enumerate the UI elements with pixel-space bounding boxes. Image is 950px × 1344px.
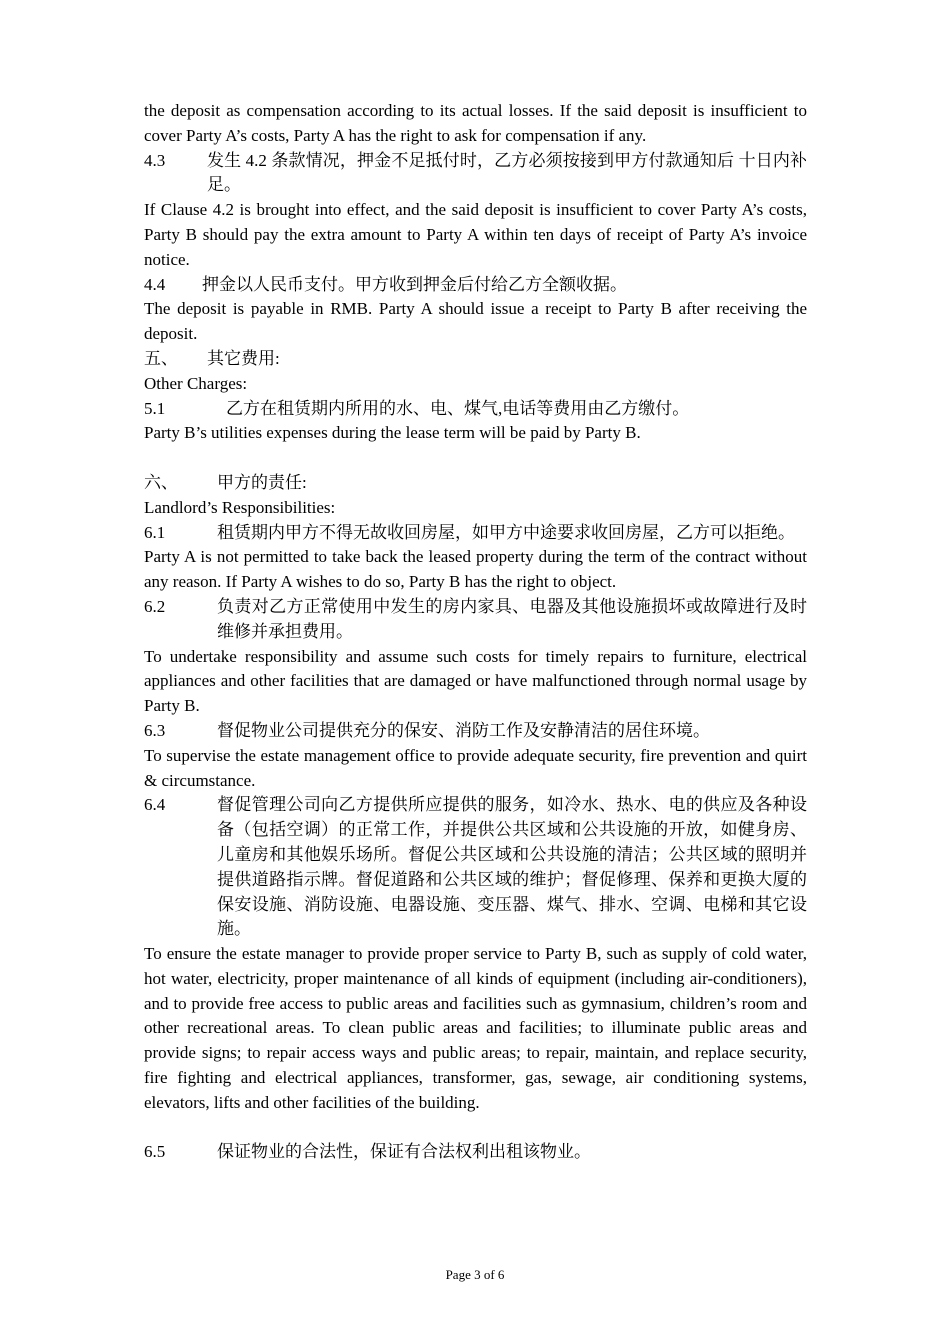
clause-text: 发生 4.2 条款情况，押金不足抵付时，乙方必须按接到甲方付款通知后 十日内补足。 xyxy=(207,150,807,195)
clause-number: 五、 xyxy=(144,348,178,368)
clause-item xyxy=(144,273,807,298)
clause-number: 6.2 xyxy=(144,596,166,616)
clause-number: 6.4 xyxy=(144,795,166,815)
clause-item xyxy=(144,521,807,546)
document-body xyxy=(144,99,807,1165)
clause-number: 6.1 xyxy=(144,522,166,542)
paragraph: Party B’s utilities expenses during the lease term will be paid by Party B. xyxy=(144,423,641,443)
clause-number: 4.4 xyxy=(144,274,166,294)
paragraph: To undertake responsibility and assume such costs for timely repairs to furniture, electrical appliances and other facilities that are damaged or have malfunctioned through normal usage by Party B. xyxy=(144,646,807,716)
clause-number: 六、 xyxy=(144,472,178,492)
blank-line xyxy=(144,446,807,471)
clause-text: 租赁期内甲方不得无故收回房屋，如甲方中途要求收回房屋，乙方可以拒绝。 xyxy=(217,522,795,542)
clause-number: 6.3 xyxy=(144,720,166,740)
clause-text: 押金以人民币支付。甲方收到押金后付给乙方全额收据。 xyxy=(202,274,627,294)
page-footer: Page 3 of 6 xyxy=(445,1267,505,1282)
clause-item xyxy=(144,793,807,942)
clause-item xyxy=(144,1140,807,1165)
paragraph: To ensure the estate manager to provide proper service to Party B, such as supply of cold water, hot water, electricity, proper maintenance of all kinds of equipment (including air-conditioners), and to provide free access to public areas and facilities such as gymnasium, children’s room and other recreational areas. To clean public areas and facilities; to illuminate public areas and provide signs; to repair access ways and public areas; to repair, maintain, and replace security, fire fighting and electrical appliances, transformer, gas, sewage, air conditioning systems, elevators, lifts and other facilities of the building. xyxy=(144,944,807,1112)
clause-number: 6.5 xyxy=(144,1142,166,1162)
paragraph: the deposit as compensation according to its actual losses. If the said deposit is insufficient to cover Party A’s costs, Party A has the right to ask for compensation if any. xyxy=(144,101,807,145)
clause-item xyxy=(144,595,807,645)
clause-item xyxy=(144,471,807,496)
paragraph: The deposit is payable in RMB. Party A should issue a receipt to Party B after receiving the deposit. xyxy=(144,299,807,344)
clause-text: 督促物业公司提供充分的保安、消防工作及安静清洁的居住环境。 xyxy=(217,720,710,740)
clause-text: 乙方在租赁期内所用的水、电、煤气,电话等费用由乙方缴付。 xyxy=(226,398,690,418)
blank-line xyxy=(144,1116,807,1141)
clause-text: 其它费用: xyxy=(207,348,280,368)
clause-text: 甲方的责任: xyxy=(217,472,307,492)
clause-item xyxy=(144,347,807,372)
clause-text: 保证物业的合法性，保证有合法权利出租该物业。 xyxy=(217,1142,591,1162)
paragraph: Other Charges: xyxy=(144,373,248,393)
paragraph: If Clause 4.2 is brought into effect, and the said deposit is insufficient to cover Party A’s costs, Party B should pay the extra amount to Party A within ten days of receipt of Party A’s invoice notice. xyxy=(144,200,807,269)
clause-number: 5.1 xyxy=(144,398,166,418)
clause-item xyxy=(144,397,807,422)
clause-text: 督促管理公司向乙方提供所应提供的服务，如冷水、热水、电的供应及各种设备（包括空调）的正常工作，并提供公共区域和公共设施的开放，如健身房、儿童房和其他娱乐场所。督促公共区域和公共设施的清洁；公共区域的照明并提供道路指示牌。督促道路和公共区域的维护；督促修理、保养和更换大厦的保安设施、消防设施、电器设施、变压器、煤气、排水、空调、电梯和其它设施。 xyxy=(217,795,807,939)
paragraph: To supervise the estate management office to provide adequate security, fire prevention and quirt & circumstance. xyxy=(144,745,807,790)
clause-number: 4.3 xyxy=(144,150,166,170)
clause-item xyxy=(144,149,807,199)
paragraph: Party A is not permitted to take back the leased property during the term of the contract without any reason. If Party A wishes to do so, Party B has the right to object. xyxy=(144,547,807,592)
paragraph: Landlord’s Responsibilities: xyxy=(144,497,336,517)
clause-text: 负责对乙方正常使用中发生的房内家具、电器及其他设施损坏或故障进行及时维修并承担费用。 xyxy=(217,596,807,641)
clause-item xyxy=(144,719,807,744)
